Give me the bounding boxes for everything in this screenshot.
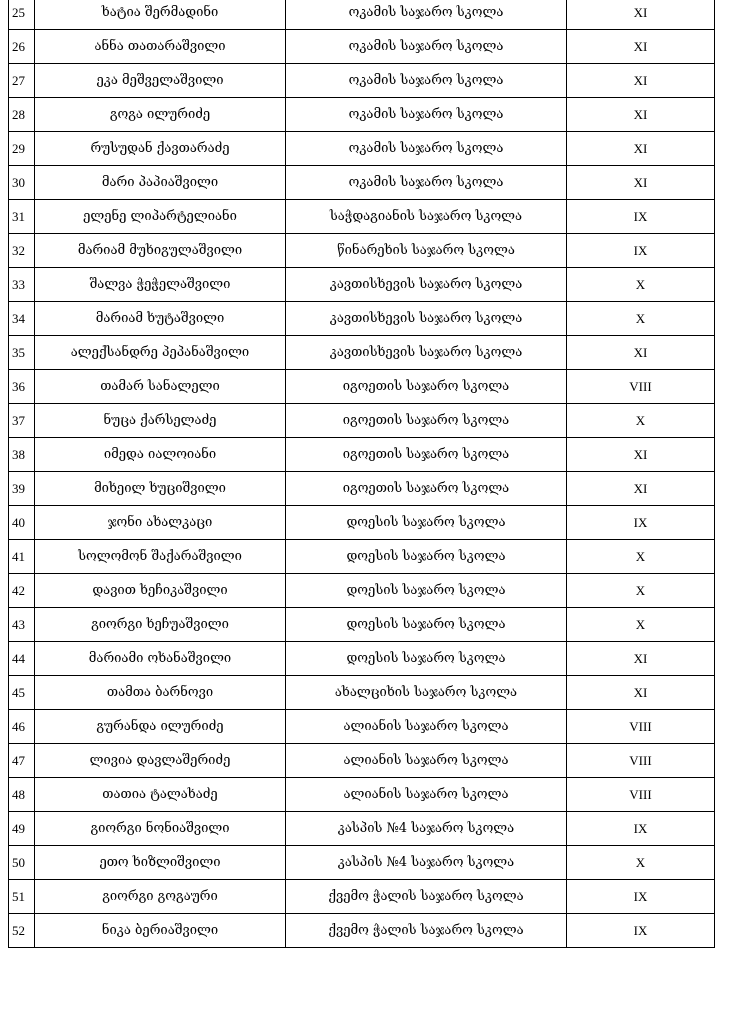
table-row xyxy=(9,336,715,370)
row-number-cell: 47 xyxy=(9,744,35,778)
table-row xyxy=(9,472,715,506)
grade-cell: IX xyxy=(567,234,715,268)
row-number-cell: 40 xyxy=(9,506,35,540)
school-name-cell: ოკამის საჯარო სკოლა xyxy=(286,166,567,200)
row-number-cell: 36 xyxy=(9,370,35,404)
student-name-cell: ეკა მეშველაშვილი xyxy=(35,64,286,98)
row-number-cell: 39 xyxy=(9,472,35,506)
row-number-cell: 31 xyxy=(9,200,35,234)
student-table-body xyxy=(9,0,715,948)
student-name-cell: თამარ სანალელი xyxy=(35,370,286,404)
table-row xyxy=(9,0,715,30)
school-name-cell: დოესის საჯარო სკოლა xyxy=(286,574,567,608)
table-row xyxy=(9,506,715,540)
grade-cell: VIII xyxy=(567,744,715,778)
table-row xyxy=(9,812,715,846)
student-name-cell: თამთა ბარნოვი xyxy=(35,676,286,710)
table-row xyxy=(9,64,715,98)
student-table xyxy=(8,0,715,948)
row-number-cell: 33 xyxy=(9,268,35,302)
student-name-cell: ანნა თათარაშვილი xyxy=(35,30,286,64)
table-row xyxy=(9,200,715,234)
student-name-cell: დავით ხეჩიკაშვილი xyxy=(35,574,286,608)
row-number-cell: 52 xyxy=(9,914,35,948)
table-row xyxy=(9,778,715,812)
table-row xyxy=(9,642,715,676)
row-number-cell: 37 xyxy=(9,404,35,438)
row-number-cell: 51 xyxy=(9,880,35,914)
school-name-cell: ალიანის საჯარო სკოლა xyxy=(286,744,567,778)
row-number-cell: 30 xyxy=(9,166,35,200)
table-row xyxy=(9,574,715,608)
student-name-cell: გურანდა ილურიძე xyxy=(35,710,286,744)
row-number-cell: 44 xyxy=(9,642,35,676)
school-name-cell: კასპის №4 საჯარო სკოლა xyxy=(286,846,567,880)
grade-cell: IX xyxy=(567,812,715,846)
row-number-cell: 28 xyxy=(9,98,35,132)
school-name-cell: ოკამის საჯარო სკოლა xyxy=(286,132,567,166)
grade-cell: X xyxy=(567,608,715,642)
student-name-cell: გიორგი ნონიაშვილი xyxy=(35,812,286,846)
grade-cell: IX xyxy=(567,506,715,540)
student-name-cell: მარიამი ოხანაშვილი xyxy=(35,642,286,676)
student-name-cell: ეთო ხიზლიშვილი xyxy=(35,846,286,880)
row-number-cell: 48 xyxy=(9,778,35,812)
school-name-cell: კავთისხევის საჯარო სკოლა xyxy=(286,336,567,370)
school-name-cell: ახალციხის საჯარო სკოლა xyxy=(286,676,567,710)
school-name-cell: დოესის საჯარო სკოლა xyxy=(286,608,567,642)
table-row xyxy=(9,302,715,336)
student-name-cell: რუსუდან ქავთარაძე xyxy=(35,132,286,166)
table-row xyxy=(9,676,715,710)
grade-cell: XI xyxy=(567,64,715,98)
grade-cell: XI xyxy=(567,676,715,710)
school-name-cell: იგოეთის საჯარო სკოლა xyxy=(286,370,567,404)
row-number-cell: 46 xyxy=(9,710,35,744)
student-name-cell: იმედა იალოიანი xyxy=(35,438,286,472)
school-name-cell: ქვემო ჭალის საჯარო სკოლა xyxy=(286,914,567,948)
student-name-cell: ჯონი ახალკაცი xyxy=(35,506,286,540)
school-name-cell: ალიანის საჯარო სკოლა xyxy=(286,710,567,744)
table-row xyxy=(9,608,715,642)
grade-cell: XI xyxy=(567,166,715,200)
school-name-cell: კავთისხევის საჯარო სკოლა xyxy=(286,268,567,302)
table-row xyxy=(9,132,715,166)
table-row xyxy=(9,744,715,778)
grade-cell: IX xyxy=(567,914,715,948)
grade-cell: IX xyxy=(567,880,715,914)
student-name-cell: ნიკა ბერიაშვილი xyxy=(35,914,286,948)
row-number-cell: 35 xyxy=(9,336,35,370)
school-name-cell: დოესის საჯარო სკოლა xyxy=(286,540,567,574)
grade-cell: X xyxy=(567,846,715,880)
grade-cell: X xyxy=(567,268,715,302)
table-row xyxy=(9,540,715,574)
grade-cell: XI xyxy=(567,98,715,132)
student-name-cell: გოგა ილურიძე xyxy=(35,98,286,132)
school-name-cell: იგოეთის საჯარო სკოლა xyxy=(286,438,567,472)
school-name-cell: ალიანის საჯარო სკოლა xyxy=(286,778,567,812)
row-number-cell: 26 xyxy=(9,30,35,64)
grade-cell: X xyxy=(567,540,715,574)
table-row xyxy=(9,846,715,880)
grade-cell: X xyxy=(567,302,715,336)
student-name-cell: თათია ტალახაძე xyxy=(35,778,286,812)
grade-cell: XI xyxy=(567,336,715,370)
row-number-cell: 34 xyxy=(9,302,35,336)
student-name-cell: გიორგი გოგაური xyxy=(35,880,286,914)
row-number-cell: 29 xyxy=(9,132,35,166)
row-number-cell: 49 xyxy=(9,812,35,846)
student-name-cell: სოლომონ შაქარაშვილი xyxy=(35,540,286,574)
grade-cell: IX xyxy=(567,200,715,234)
student-name-cell: მარიამ ხუტაშვილი xyxy=(35,302,286,336)
row-number-cell: 50 xyxy=(9,846,35,880)
table-row xyxy=(9,234,715,268)
school-name-cell: ქვემო ჭალის საჯარო სკოლა xyxy=(286,880,567,914)
student-name-cell: მიხეილ ხუციშვილი xyxy=(35,472,286,506)
table-row xyxy=(9,268,715,302)
table-row xyxy=(9,370,715,404)
row-number-cell: 27 xyxy=(9,64,35,98)
grade-cell: X xyxy=(567,404,715,438)
grade-cell: VIII xyxy=(567,370,715,404)
school-name-cell: საჭდაგიანის საჯარო სკოლა xyxy=(286,200,567,234)
table-row xyxy=(9,30,715,64)
row-number-cell: 38 xyxy=(9,438,35,472)
student-name-cell: ხატია შერმადინი xyxy=(35,0,286,30)
table-row xyxy=(9,880,715,914)
school-name-cell: დოესის საჯარო სკოლა xyxy=(286,506,567,540)
row-number-cell: 42 xyxy=(9,574,35,608)
grade-cell: XI xyxy=(567,472,715,506)
table-row xyxy=(9,438,715,472)
school-name-cell: კავთისხევის საჯარო სკოლა xyxy=(286,302,567,336)
student-name-cell: გიორგი ხეჩუაშვილი xyxy=(35,608,286,642)
row-number-cell: 43 xyxy=(9,608,35,642)
student-name-cell: ნუცა ქარსელაძე xyxy=(35,404,286,438)
grade-cell: VIII xyxy=(567,710,715,744)
row-number-cell: 45 xyxy=(9,676,35,710)
grade-cell: VIII xyxy=(567,778,715,812)
row-number-cell: 25 xyxy=(9,0,35,30)
table-row xyxy=(9,404,715,438)
school-name-cell: კასპის №4 საჯარო სკოლა xyxy=(286,812,567,846)
grade-cell: XI xyxy=(567,30,715,64)
grade-cell: XI xyxy=(567,0,715,30)
table-row xyxy=(9,98,715,132)
grade-cell: XI xyxy=(567,438,715,472)
table-row xyxy=(9,914,715,948)
school-name-cell: დოესის საჯარო სკოლა xyxy=(286,642,567,676)
grade-cell: X xyxy=(567,574,715,608)
grade-cell: XI xyxy=(567,642,715,676)
row-number-cell: 41 xyxy=(9,540,35,574)
school-name-cell: ოკამის საჯარო სკოლა xyxy=(286,30,567,64)
student-name-cell: მარი პაპიაშვილი xyxy=(35,166,286,200)
table-row xyxy=(9,166,715,200)
school-name-cell: ოკამის საჯარო სკოლა xyxy=(286,0,567,30)
table-row xyxy=(9,710,715,744)
student-name-cell: ალექსანდრე პეპანაშვილი xyxy=(35,336,286,370)
school-name-cell: იგოეთის საჯარო სკოლა xyxy=(286,404,567,438)
student-name-cell: შალვა ჭეჭელაშვილი xyxy=(35,268,286,302)
school-name-cell: იგოეთის საჯარო სკოლა xyxy=(286,472,567,506)
student-name-cell: მარიამ მუხიგულაშვილი xyxy=(35,234,286,268)
student-name-cell: ლივია დავლაშერიძე xyxy=(35,744,286,778)
school-name-cell: ოკამის საჯარო სკოლა xyxy=(286,64,567,98)
school-name-cell: წინარეხის საჯარო სკოლა xyxy=(286,234,567,268)
grade-cell: XI xyxy=(567,132,715,166)
student-name-cell: ელენე ლიპარტელიანი xyxy=(35,200,286,234)
school-name-cell: ოკამის საჯარო სკოლა xyxy=(286,98,567,132)
row-number-cell: 32 xyxy=(9,234,35,268)
